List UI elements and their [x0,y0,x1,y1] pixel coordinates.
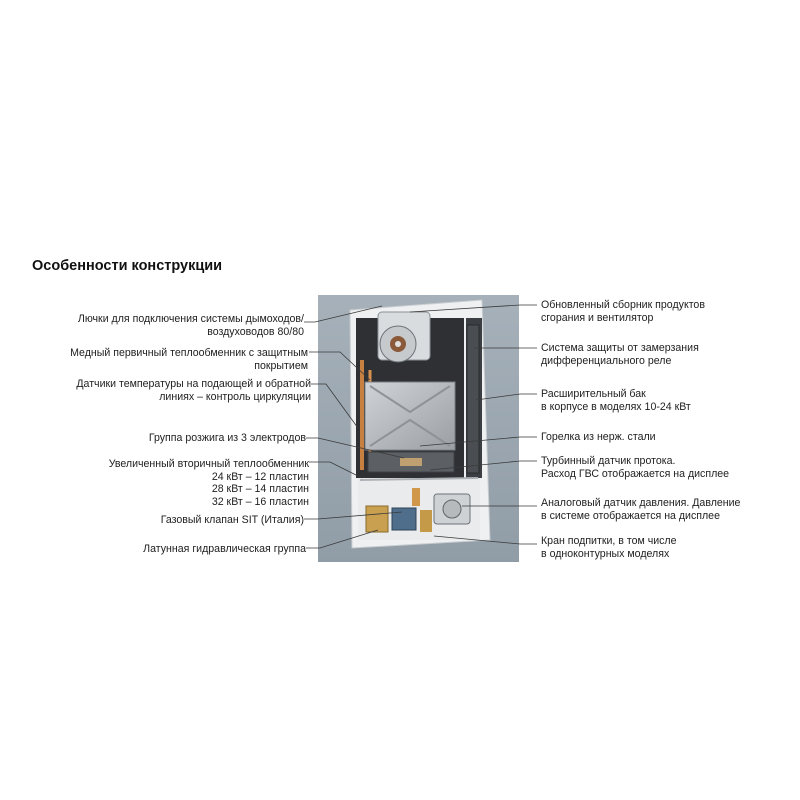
label-freeze-protection: Система защиты от замерзания дифференциального реле [541,342,699,367]
gas-valve [392,508,416,530]
label-burner: Горелка из нерж. стали [541,431,656,443]
label-fill-tap: Кран подпитки, в том числе в одноконтурных моделях [541,535,677,560]
label-gas-valve: Газовый клапан SIT (Италия) [160,514,304,526]
label-primary-heat-exchanger: Медный первичный теплообменник с защитным покрытием [70,347,308,372]
label-expansion-tank: Расширительный бак в корпусе в моделях 10-24 кВт [541,388,691,413]
label-hydraulic-group: Латунная гидравлическая группа [143,543,306,555]
label-flow-sensor: Турбинный датчик протока. Расход ГВС отображается на дисплее [541,455,730,480]
label-secondary-heat-exchanger: Увеличенный вторичный теплообменник 24 кВт – 12 пластин 28 кВт – 14 пластин 32 кВт – 16 пластин [108,458,309,508]
label-ignition-group: Группа розжига из 3 электродов [148,432,306,444]
brass-group [366,506,388,532]
label-chimney-ports: Лючки для подключения системы дымоходов/ воздуховодов 80/80 [77,313,304,338]
diagram-title: Особенности конструкции [32,258,223,274]
label-fan-collector: Обновленный сборник продуктов сгорания и вентилятор [541,299,705,324]
label-pressure-sensor: Аналоговый датчик давления. Давление в системе отображается на дисплее [541,497,741,522]
expansion-tank [467,325,479,473]
label-temperature-sensors: Датчики температуры на подающей и обратной линиях – контроль циркуляции [76,378,311,403]
